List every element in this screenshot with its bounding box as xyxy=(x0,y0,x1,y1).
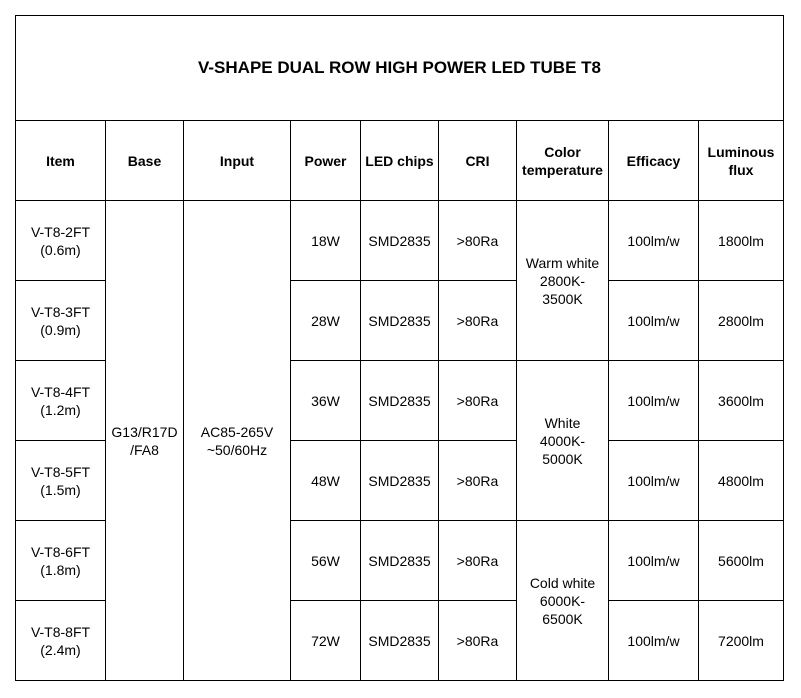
cri-cell: >80Ra xyxy=(439,281,517,361)
header-input: Input xyxy=(184,121,291,201)
table-row xyxy=(16,201,784,281)
input-line: ~50/60Hz xyxy=(206,441,268,458)
header-color-temperature-line: temperature xyxy=(522,161,603,178)
efficacy-cell: 100lm/w xyxy=(609,281,699,361)
color-temperature-cell xyxy=(517,201,609,361)
color-temperature-cell xyxy=(517,361,609,521)
color-range-start: 2800K- xyxy=(539,272,586,289)
input-line: AC85-265V xyxy=(200,423,274,440)
header-luminous-flux xyxy=(699,121,784,201)
item-cell xyxy=(16,521,106,601)
cri-cell: >80Ra xyxy=(439,201,517,281)
base-line: G13/R17D xyxy=(111,423,178,440)
power-cell: 72W xyxy=(291,601,361,681)
luminous-flux-cell: 4800lm xyxy=(699,441,784,521)
led-chips-cell: SMD2835 xyxy=(361,601,439,681)
header-efficacy: Efficacy xyxy=(609,121,699,201)
header-base: Base xyxy=(106,121,184,201)
efficacy-cell: 100lm/w xyxy=(609,601,699,681)
luminous-flux-cell: 2800lm xyxy=(699,281,784,361)
item-model: V-T8-2FT xyxy=(30,223,91,240)
header-color-temperature-line: Color xyxy=(544,143,581,160)
item-cell xyxy=(16,441,106,521)
led-chips-cell: SMD2835 xyxy=(361,521,439,601)
item-length: (0.9m) xyxy=(40,321,81,338)
item-length: (0.6m) xyxy=(40,241,81,258)
cri-cell: >80Ra xyxy=(439,361,517,441)
header-luminous-flux-line: flux xyxy=(728,161,754,178)
cri-cell: >80Ra xyxy=(439,441,517,521)
efficacy-cell: 100lm/w xyxy=(609,201,699,281)
base-cell xyxy=(106,201,184,681)
input-cell xyxy=(184,201,291,681)
cri-cell: >80Ra xyxy=(439,521,517,601)
table-title: V-SHAPE DUAL ROW HIGH POWER LED TUBE T8 xyxy=(16,16,784,121)
item-cell xyxy=(16,201,106,281)
efficacy-cell: 100lm/w xyxy=(609,361,699,441)
item-length: (1.2m) xyxy=(40,401,81,418)
color-name: Cold white xyxy=(529,574,596,591)
led-chips-cell: SMD2835 xyxy=(361,441,439,521)
item-cell xyxy=(16,601,106,681)
item-model: V-T8-4FT xyxy=(30,383,91,400)
luminous-flux-cell: 7200lm xyxy=(699,601,784,681)
color-range-end: 3500K xyxy=(542,290,583,307)
item-model: V-T8-6FT xyxy=(30,543,91,560)
item-model: V-T8-8FT xyxy=(30,623,91,640)
item-length: (2.4m) xyxy=(40,641,81,658)
item-model: V-T8-3FT xyxy=(30,303,91,320)
item-cell xyxy=(16,281,106,361)
base-line: /FA8 xyxy=(130,441,159,458)
color-range-end: 6500K xyxy=(542,610,583,627)
color-temperature-cell xyxy=(517,521,609,681)
header-power: Power xyxy=(291,121,361,201)
luminous-flux-cell: 3600lm xyxy=(699,361,784,441)
luminous-flux-cell: 5600lm xyxy=(699,521,784,601)
item-length: (1.8m) xyxy=(40,561,81,578)
spec-table xyxy=(15,15,784,681)
color-name: Warm white xyxy=(525,254,600,271)
power-cell: 28W xyxy=(291,281,361,361)
power-cell: 48W xyxy=(291,441,361,521)
led-chips-cell: SMD2835 xyxy=(361,361,439,441)
header-cri: CRI xyxy=(439,121,517,201)
spec-sheet xyxy=(15,15,784,681)
color-range-start: 4000K- xyxy=(539,432,586,449)
header-row xyxy=(16,121,784,201)
item-length: (1.5m) xyxy=(40,481,81,498)
color-name: White xyxy=(544,414,581,431)
power-cell: 56W xyxy=(291,521,361,601)
item-cell xyxy=(16,361,106,441)
led-chips-cell: SMD2835 xyxy=(361,201,439,281)
color-range-end: 5000K xyxy=(542,450,583,467)
color-range-start: 6000K- xyxy=(539,592,586,609)
header-led-chips: LED chips xyxy=(361,121,439,201)
header-luminous-flux-line: Luminous xyxy=(707,143,775,160)
power-cell: 36W xyxy=(291,361,361,441)
cri-cell: >80Ra xyxy=(439,601,517,681)
luminous-flux-cell: 1800lm xyxy=(699,201,784,281)
header-item: Item xyxy=(16,121,106,201)
item-model: V-T8-5FT xyxy=(30,463,91,480)
efficacy-cell: 100lm/w xyxy=(609,521,699,601)
efficacy-cell: 100lm/w xyxy=(609,441,699,521)
header-color-temperature xyxy=(517,121,609,201)
power-cell: 18W xyxy=(291,201,361,281)
led-chips-cell: SMD2835 xyxy=(361,281,439,361)
